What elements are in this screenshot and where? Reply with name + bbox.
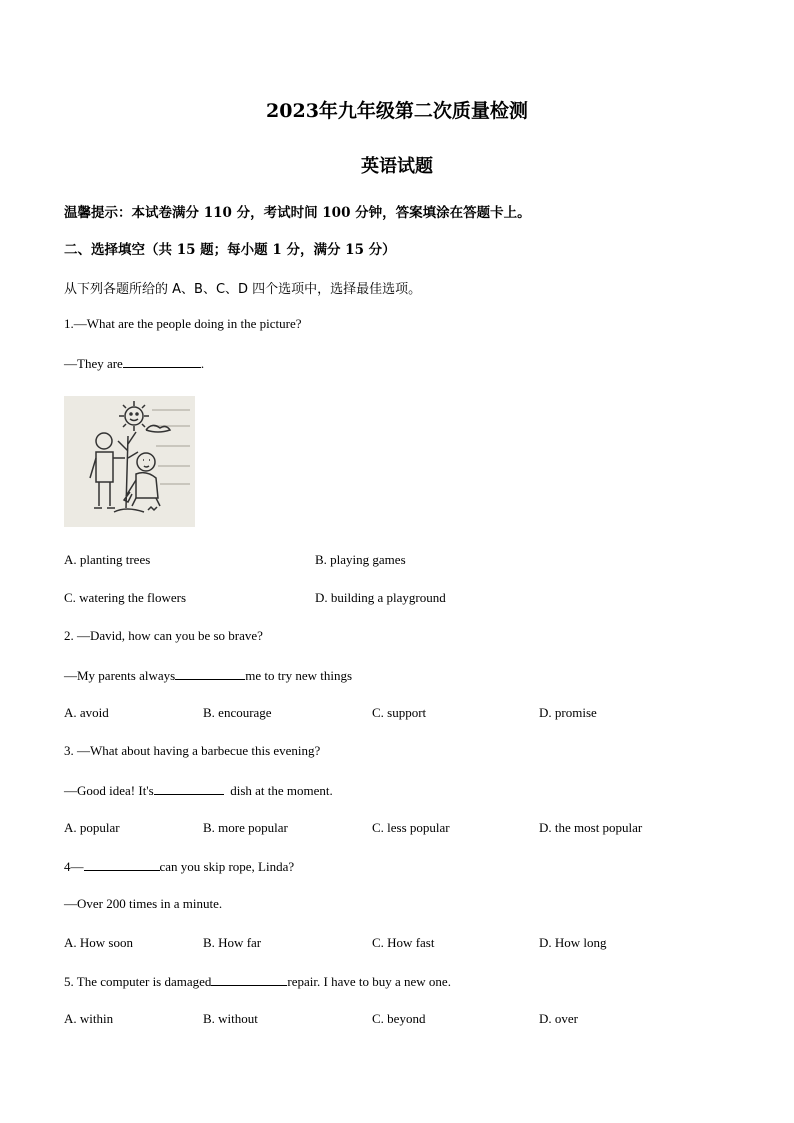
question-5-option-a[interactable]: A. within	[64, 1011, 114, 1026]
answer-blank	[154, 782, 224, 795]
question-4-text	[64, 858, 294, 875]
answer-suffix: me to try new things	[245, 668, 353, 683]
question-5-option-d[interactable]: D. over	[539, 1011, 578, 1026]
question-1-answer	[64, 355, 204, 372]
page-subtitle: 英语试题	[361, 156, 433, 177]
question-blank	[84, 858, 160, 871]
answer-blank	[123, 355, 201, 368]
question-prefix: 4—	[64, 859, 84, 874]
page-title: 2023年九年级第二次质量检测	[266, 100, 528, 122]
question-1-option-d[interactable]: D. building a playground	[315, 590, 446, 605]
question-prefix: 5. The computer is damaged	[64, 974, 212, 989]
question-2-option-d[interactable]: D. promise	[539, 705, 597, 720]
question-1-option-b[interactable]: B. playing games	[315, 552, 406, 567]
question-5-option-c[interactable]: C. beyond	[372, 1011, 426, 1026]
question-4-option-c[interactable]: C. How fast	[372, 935, 435, 950]
question-blank	[211, 973, 287, 986]
section-instruction: 从下列各题所给的 A、B、C、D 四个选项中，选择最佳选项。	[64, 282, 422, 297]
answer-suffix: .	[200, 356, 205, 371]
answer-suffix: dish at the moment.	[223, 783, 333, 798]
question-2-option-a[interactable]: A. avoid	[64, 705, 109, 720]
notice-text: 温馨提示：本试卷满分 110 分，考试时间 100 分钟，答案填涂在答题卡上。	[64, 205, 531, 221]
question-3-text: 3. —What about having a barbecue this evening?	[64, 743, 321, 758]
question-2-option-c[interactable]: C. support	[372, 705, 427, 720]
section-heading: 二、选择填空（共 15 题；每小题 1 分，满分 15 分）	[64, 242, 396, 258]
question-3-option-c[interactable]: C. less popular	[372, 820, 450, 835]
question-4-option-d[interactable]: D. How long	[539, 935, 607, 950]
question-1-option-a[interactable]: A. planting trees	[64, 552, 151, 567]
question-suffix: repair. I have to buy a new one.	[287, 974, 451, 989]
answer-prefix: —Good idea! It's	[64, 783, 154, 798]
children-planting-tree-illustration	[64, 396, 195, 527]
answer-blank	[175, 667, 245, 680]
question-5-text	[64, 973, 451, 990]
question-1-picture	[64, 396, 195, 527]
question-4-option-a[interactable]: A. How soon	[64, 935, 133, 950]
question-3-option-b[interactable]: B. more popular	[203, 820, 288, 835]
question-2-text: 2. —David, how can you be so brave?	[64, 628, 263, 643]
question-3-answer	[64, 782, 333, 799]
question-4-answer: —Over 200 times in a minute.	[64, 896, 223, 911]
question-suffix: can you skip rope, Linda?	[159, 859, 295, 874]
question-2-answer	[64, 667, 352, 684]
answer-prefix: —They are	[64, 356, 123, 371]
question-1-text: 1.—What are the people doing in the picture?	[64, 316, 302, 331]
question-5-option-b[interactable]: B. without	[203, 1011, 258, 1026]
question-2-option-b[interactable]: B. encourage	[203, 705, 272, 720]
question-3-option-a[interactable]: A. popular	[64, 820, 120, 835]
question-3-option-d[interactable]: D. the most popular	[539, 820, 643, 835]
answer-prefix: —My parents always	[64, 668, 176, 683]
question-1-option-c[interactable]: C. watering the flowers	[64, 590, 187, 605]
question-4-option-b[interactable]: B. How far	[203, 935, 262, 950]
